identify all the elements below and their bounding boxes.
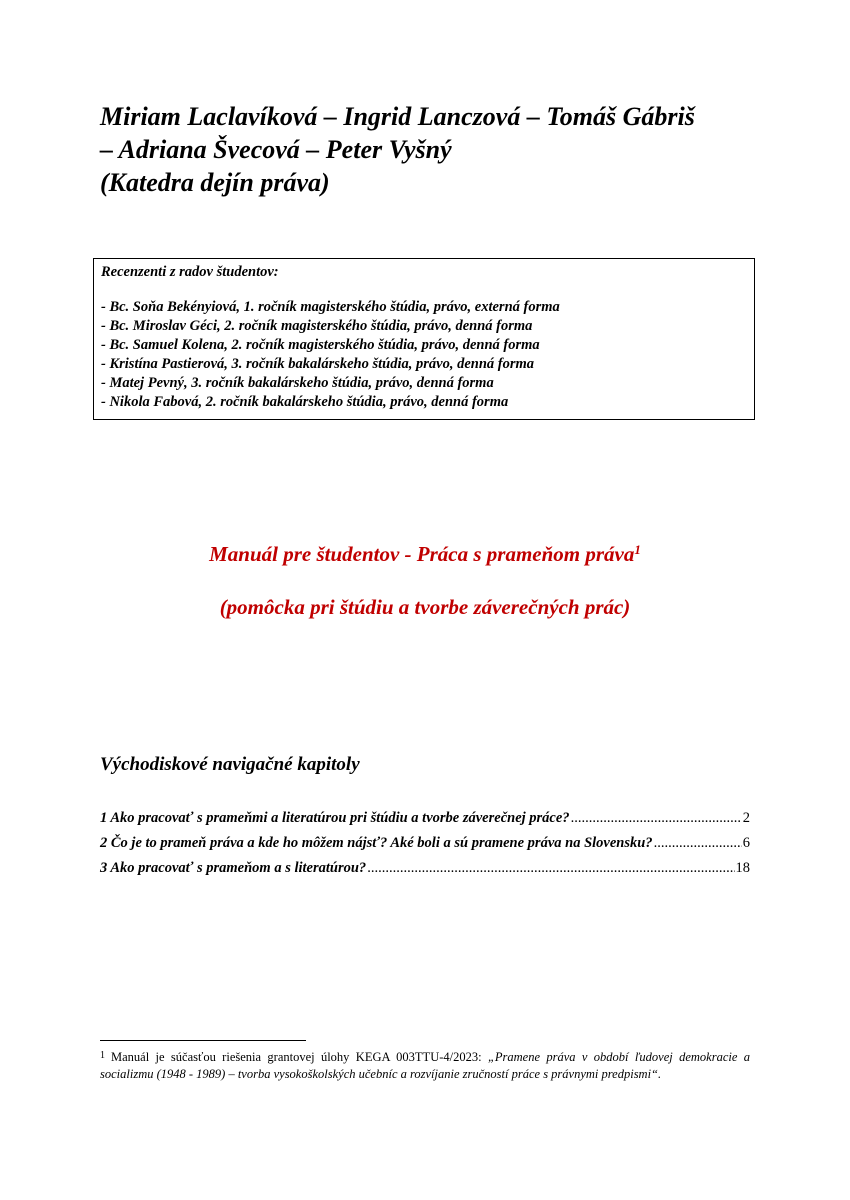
toc-leader-dots: [654, 835, 742, 852]
authors-line-1: Miriam Laclavíková – Ingrid Lanczová – Tomáš Gábriš: [100, 102, 695, 131]
reviewer-item: - Nikola Fabová, 2. ročník bakalárskeho štúdia, právo, denná forma: [101, 394, 509, 410]
toc-entry-page[interactable]: 2: [742, 810, 750, 826]
reviewer-item: - Bc. Miroslav Géci, 2. ročník magisterského štúdia, právo, denná forma: [101, 318, 533, 334]
manual-title-text: Manuál pre študentov - Práca s prameňom práva: [209, 542, 635, 566]
footnote-separator: [100, 1040, 306, 1041]
manual-subtitle: (pomôcka pri štúdiu a tvorbe záverečných prác): [219, 595, 631, 619]
toc-entry-title[interactable]: 3 Ako pracovať s prameňom a s literatúrou?: [100, 860, 367, 876]
reviewers-heading: Recenzenti z radov študentov:: [101, 264, 279, 280]
footnote-reference[interactable]: 1: [634, 542, 641, 557]
toc-entry-title[interactable]: 1 Ako pracovať s prameňmi a literatúrou pri štúdiu a tvorbe záverečnej práce?: [100, 810, 570, 826]
toc-entry-page[interactable]: 18: [735, 860, 750, 876]
department-line: (Katedra dejín práva): [100, 168, 330, 197]
toc-leader-dots: [571, 810, 742, 827]
toc-entry[interactable]: [100, 835, 750, 860]
toc-entry[interactable]: [100, 810, 750, 835]
footnote-mark: 1: [100, 1050, 105, 1061]
toc-heading: Východiskové navigačné kapitoly: [100, 754, 360, 775]
footnote-text: Manuál je súčasťou riešenia grantovej úlohy KEGA 003TTU-4/2023:: [111, 1050, 488, 1064]
toc-entry[interactable]: [100, 860, 750, 885]
reviewer-item: - Bc. Soňa Bekényiová, 1. ročník magisterského štúdia, právo, externá forma: [101, 299, 560, 315]
footnote-project-title: „Pramene práva v období ľudovej demokracie a socializmu (1948 - 1989) – tvorba vysokoškolských učebníc a rozvíjanie zručností práce s právnymi predpismi“.: [100, 1050, 750, 1081]
toc-entry-title[interactable]: 2 Čo je to prameň práva a kde ho môžem nájsť? Aké boli a sú pramene práva na Slovensku?: [100, 835, 653, 851]
toc-entry-page[interactable]: 6: [742, 835, 750, 851]
manual-title: [0, 542, 850, 567]
authors-line-2: – Adriana Švecová – Peter Vyšný: [100, 135, 452, 164]
reviewer-item: - Kristína Pastierová, 3. ročník bakalárskeho štúdia, právo, denná forma: [101, 356, 535, 372]
authors-block: [100, 100, 780, 199]
footnote: [100, 1047, 750, 1083]
toc-leader-dots: [367, 860, 734, 877]
reviewer-item: - Matej Pevný, 3. ročník bakalárskeho štúdia, právo, denná forma: [101, 375, 494, 391]
reviewer-item: - Bc. Samuel Kolena, 2. ročník magisterského štúdia, právo, denná forma: [101, 337, 540, 353]
reviewers-box: [93, 258, 755, 420]
table-of-contents: [100, 810, 750, 885]
